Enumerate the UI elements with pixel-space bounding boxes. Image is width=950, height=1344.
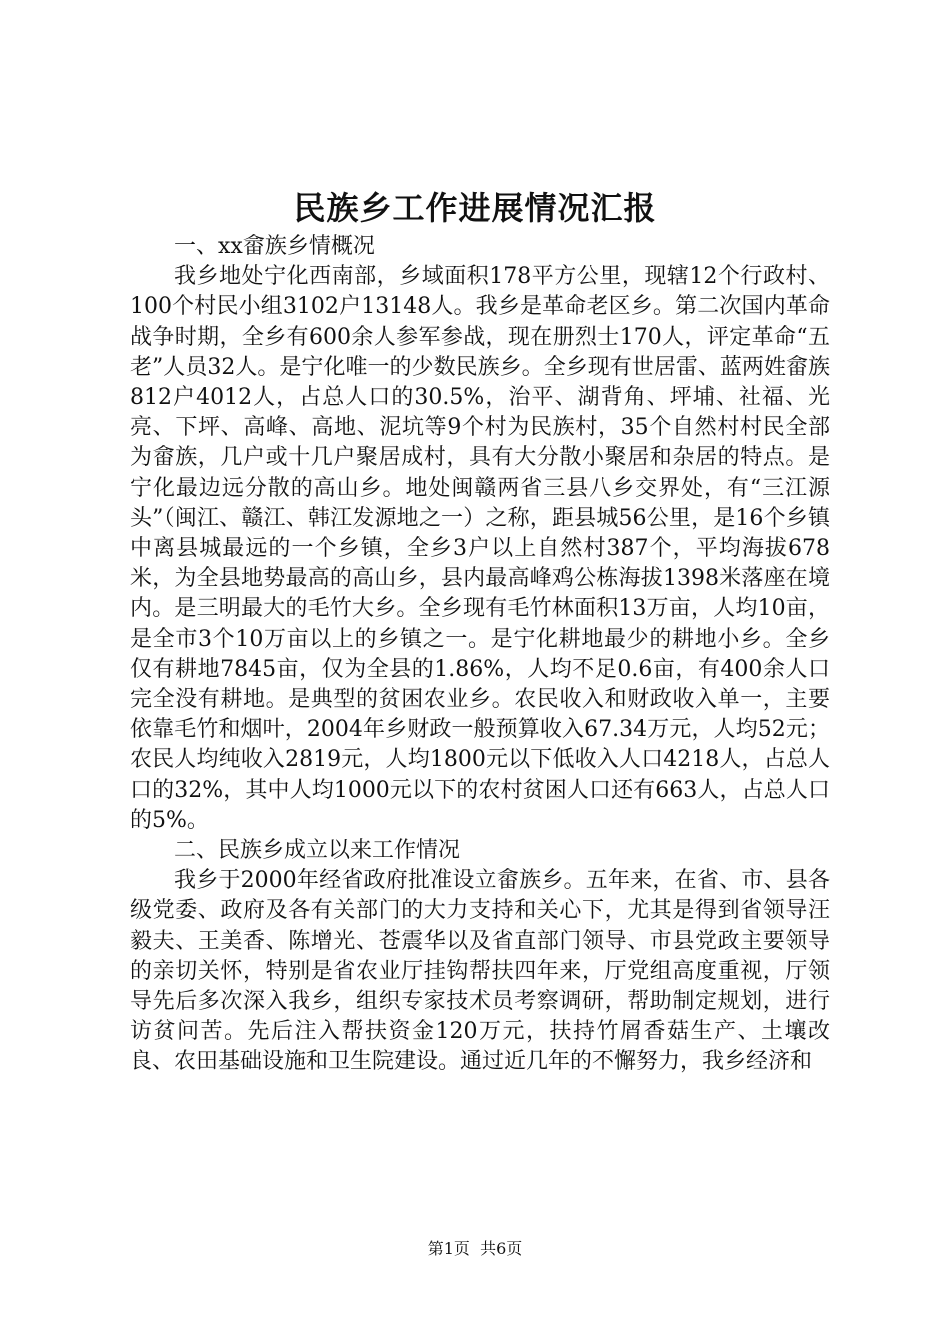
page-total: 共6页 (480, 1239, 523, 1258)
section-paragraph-1: 我乡地处宁化西南部，乡域面积178平方公里，现辖12个行政村、100个村民小组3102户13148人。我乡是革命老区乡。第二次国内革命战争时期，全乡有600余人参军参战，现在册烈士170人，评定革命“五老”人员32人。是宁化唯一的少数民族乡。全乡现有世居雷、蓝两姓畲族812户4012人，占总人口的30.5%，治平、湖背角、坪埔、社福、光亮、下坪、高峰、高地、泥坑等9个村为民族村，35个自然村村民全部为畲族，几户或十几户聚居成村，具有大分散小聚居和杂居的特点。是宁化最边远分散的高山乡。地处闽赣两省三县八乡交界处，有“三江源头”（闽江、赣江、韩江发源地之一）之称，距县城56公里，是16个乡镇中离县城最远的一个乡镇，全乡3户以上自然村387个，平均海拔678米，为全县地势最高的高山乡，县内最高峰鸡公栋海拔1398米落座在境内。是三明最大的毛竹大乡。全乡现有毛竹林面积13万亩，人均10亩，是全市3个10万亩以上的乡镇之一。是宁化耕地最少的耕地小乡。全乡仅有耕地7845亩，仅为全县的1.86%，人均不足0.6亩，有400余人口完全没有耕地。是典型的贫困农业乡。农民收入和财政收入单一，主要依靠毛竹和烟叶，2004年乡财政一般预算收入67.34万元，人均52元；农民人均纯收入2819元，人均1800元以下低收入人口4218人，占总人口的32%，其中人均1000元以下的农村贫困人口还有663人，占总人口的5%。 (130, 264, 830, 833)
page-footer (0, 1238, 950, 1260)
section-heading-1: 一、xx畲族乡情概况 (174, 234, 375, 259)
document-body (130, 232, 830, 1078)
section-heading-2: 二、民族乡成立以来工作情况 (174, 838, 461, 864)
page-number: 第1页 (427, 1239, 470, 1258)
section-paragraph-2: 我乡于2000年经省政府批准设立畲族乡。五年来，在省、市、县各级党委、政府及各有关部门的大力支持和关心下，尤其是得到省领导汪毅夫、王美香、陈增光、苍震华以及省直部门领导、市县党政主要领导的亲切关怀，特别是省农业厅挂钩帮扶四年来，厅党组高度重视，厅领导先后多次深入我乡，组织专家技术员考察调研，帮助制定规划，进行访贫问苦。先后注入帮扶资金120万元，扶持竹屑香菇生产、土壤改良、农田基础设施和卫生院建设。通过近几年的不懈努力，我乡经济和 (130, 868, 830, 1075)
document-title: 民族乡工作进展情况汇报 (293, 189, 657, 227)
